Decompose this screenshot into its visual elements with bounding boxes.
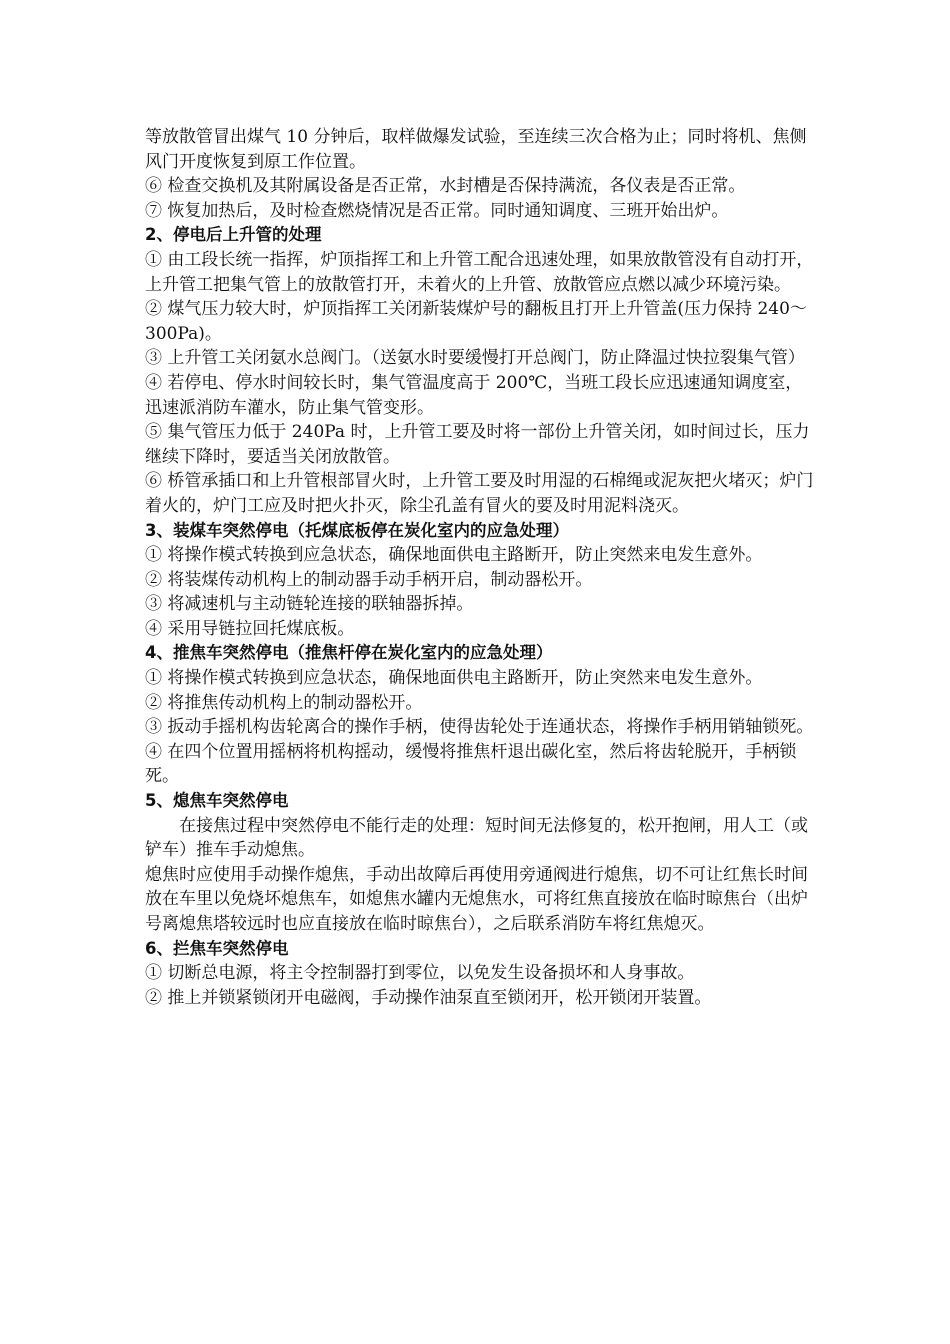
paragraph: ⑤ 集气管压力低于 240Pa 时，上升管工要及时将一部份上升管关闭，如时间过长，压力继续下降时，要适当关闭放散管。 — [145, 422, 810, 467]
paragraph: 在接焦过程中突然停电不能行走的处理：短时间无法修复的，松开抱闸，用人工（或铲车）推车手动熄焦。 — [145, 815, 808, 861]
paragraph: ① 将操作模式转换到应急状态，确保地面供电主路断开，防止突然来电发生意外。 — [145, 545, 763, 566]
paragraph: ⑥ 检查交换机及其附属设备是否正常，水封槽是否保持满流，各仪表是否正常。 — [145, 176, 746, 197]
section-heading: 5、熄焦车突然停电 — [145, 791, 289, 811]
paragraph: ① 切断总电源，将主令控制器打到零位，以免发生设备损坏和人身事故。 — [145, 963, 695, 984]
paragraph: ④ 采用导链拉回托煤底板。 — [145, 618, 355, 639]
paragraph: ① 由工段长统一指挥，炉顶指挥工和上升管工配合迅速处理，如果放散管没有自动打开，上升管工把集气管上的放散管打开，未着火的上升管、放散管应点燃以减少环境污染。 — [145, 249, 814, 295]
paragraph: ② 将装煤传动机构上的制动器手动手柄开启，制动器松开。 — [145, 569, 593, 590]
paragraph: ③ 上升管工关闭氨水总阀门。（送氨水时要缓慢打开总阀门，防止降温过快拉裂集气管） — [145, 348, 805, 369]
paragraph: ② 煤气压力较大时，炉顶指挥工关闭新装煤炉号的翻板且打开上升管盖(压力保持 240～300Pa)。 — [145, 299, 807, 344]
paragraph: ② 将推焦传动机构上的制动器松开。 — [145, 692, 423, 713]
paragraph: 等放散管冒出煤气 10 分钟后，取样做爆发试验，至连续三次合格为止；同时将机、焦侧风门开度恢复到原工作位置。 — [145, 127, 807, 172]
document-page — [145, 125, 815, 1010]
paragraph: ④ 在四个位置用摇柄将机构摇动，缓慢将推焦杆退出碳化室，然后将齿轮脱开，手柄锁死。 — [145, 741, 797, 787]
paragraph: ④ 若停电、停水时间较长时，集气管温度高于 200℃，当班工段长应迅速通知调度室，迅速派消防车灌水，防止集气管变形。 — [145, 372, 803, 418]
section-heading: 2、停电后上升管的处理 — [145, 225, 322, 245]
section-heading: 3、装煤车突然停电（托煤底板停在炭化室内的应急处理） — [145, 520, 569, 540]
paragraph: ⑦ 恢复加热后，及时检查燃烧情况是否正常。同时通知调度、三班开始出炉。 — [145, 200, 729, 221]
paragraph: ② 推上并锁紧锁闭开电磁阀，手动操作油泵直至锁闭开，松开锁闭开装置。 — [145, 987, 712, 1008]
paragraph: ① 将操作模式转换到应急状态，确保地面供电主路断开，防止突然来电发生意外。 — [145, 668, 763, 689]
paragraph: ③ 扳动手摇机构齿轮离合的操作手柄，使得齿轮处于连通状态，将操作手柄用销轴锁死。 — [145, 717, 814, 738]
section-heading: 4、推焦车突然停电（推焦杆停在炭化室内的应急处理） — [145, 643, 553, 663]
paragraph: ⑥ 桥管承插口和上升管根部冒火时，上升管工要及时用湿的石棉绳或泥灰把火堵灭；炉门着火的，炉门工应及时把火扑灭，除尘孔盖有冒火的要及时用泥料浇灭。 — [145, 471, 814, 516]
section-heading: 6、拦焦车突然停电 — [145, 938, 289, 958]
paragraph: 熄焦时应使用手动操作熄焦，手动出故障后再使用旁通阀进行熄焦，切不可让红焦长时间放在车里以免烧坏熄焦车，如熄焦水罐内无熄焦水，可将红焦直接放在临时晾焦台（出炉号离熄焦塔较远时也应直接放在临时晾焦台），之后联系消防车将红焦熄灭。 — [145, 864, 808, 934]
paragraph: ③ 将减速机与主动链轮连接的联轴器拆掉。 — [145, 594, 474, 615]
